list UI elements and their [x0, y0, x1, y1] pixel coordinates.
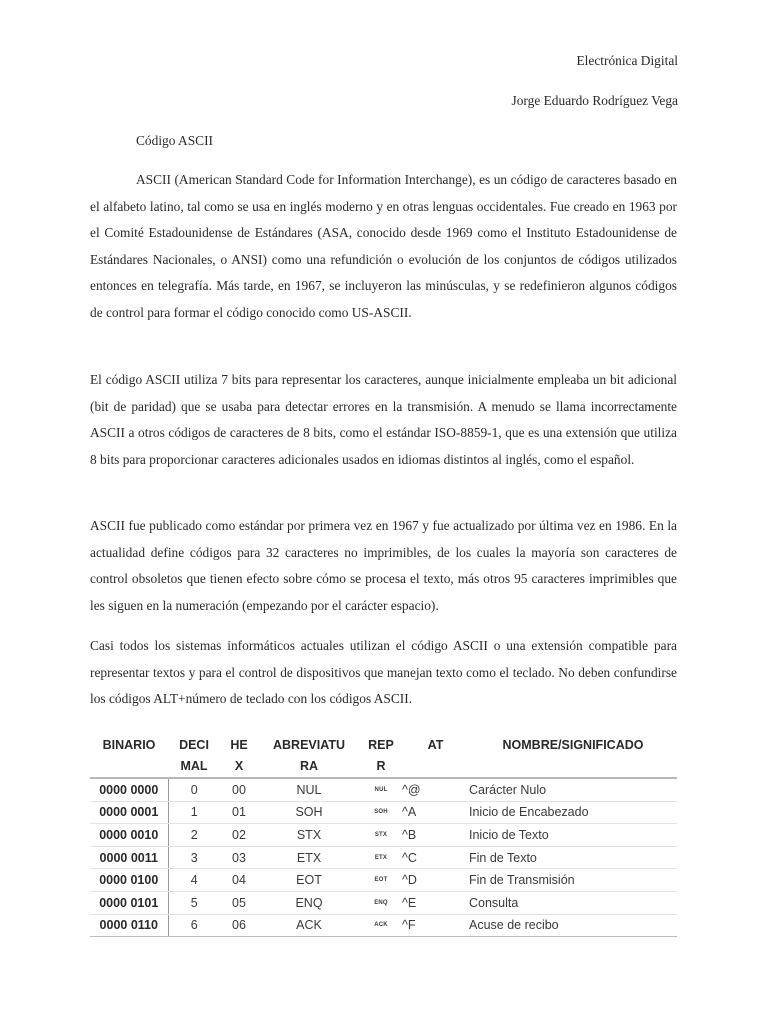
header-course: Electrónica Digital	[576, 53, 678, 68]
cell-nombre: Fin de Transmisión	[469, 869, 677, 892]
cell-binario: 0000 0011	[90, 846, 168, 869]
cell-nombre: Acuse de recibo	[469, 914, 677, 937]
cell-decimal: 2	[168, 824, 220, 847]
col-header-at: AT	[427, 738, 444, 752]
cell-repr: NUL	[360, 778, 402, 801]
table-header-row	[90, 735, 677, 778]
cell-at: ^@	[402, 778, 469, 801]
cell-nombre: Inicio de Encabezado	[469, 801, 677, 824]
table-row	[90, 869, 677, 892]
col-header-hex: HE X	[230, 738, 248, 773]
cell-at: ^B	[402, 824, 469, 847]
cell-nombre: Inicio de Texto	[469, 824, 677, 847]
table-row	[90, 914, 677, 937]
cell-at: ^F	[402, 914, 469, 937]
cell-binario: 0000 0001	[90, 801, 168, 824]
cell-decimal: 3	[168, 846, 220, 869]
cell-decimal: 4	[168, 869, 220, 892]
cell-at: ^C	[402, 846, 469, 869]
cell-abreviatura: ETX	[258, 846, 360, 869]
cell-nombre: Fin de Texto	[469, 846, 677, 869]
cell-repr: EOT	[360, 869, 402, 892]
cell-nombre: Consulta	[469, 891, 677, 914]
paragraph-history: ASCII fue publicado como estándar por primera vez en 1967 y fue actualizado por última vez en 1986. En la actualidad define códigos para 32 caracteres no imprimibles, de los cuales la mayoría son caracteres de control obsoletos que tienen efecto sobre cómo se procesa el texto, más otros 95 caracteres imprimibles que les siguen en la numeración (empezando por el carácter espacio).	[90, 518, 677, 613]
table-row	[90, 891, 677, 914]
col-header-nombre: NOMBRE/SIGNIFICADO	[502, 738, 644, 752]
cell-abreviatura: SOH	[258, 801, 360, 824]
cell-binario: 0000 0000	[90, 778, 168, 801]
cell-at: ^D	[402, 869, 469, 892]
paragraph-usage: Casi todos los sistemas informáticos actuales utilizan el código ASCII o una extensión compatible para representar textos y para el control de dispositivos que manejan texto como el teclado. No deben confundirse los códigos ALT+número de teclado con los códigos ASCII.	[90, 638, 677, 707]
ascii-table	[90, 735, 677, 937]
cell-repr: ETX	[360, 846, 402, 869]
paragraph-bits: El código ASCII utiliza 7 bits para representar los caracteres, aunque inicialmente empleaba un bit adicional (bit de paridad) que se usaba para detectar errores en la transmisión. A menudo se llama incorrectamente ASCII a otros códigos de caracteres de 8 bits, como el estándar ISO-8859-1, que es una extensión que utiliza 8 bits para proporcionar caracteres adicionales usados en idiomas distintos al inglés, como el español.	[90, 372, 677, 467]
cell-decimal: 6	[168, 914, 220, 937]
cell-binario: 0000 0101	[90, 891, 168, 914]
cell-hex: 04	[220, 869, 258, 892]
cell-abreviatura: ENQ	[258, 891, 360, 914]
cell-repr: ACK	[360, 914, 402, 937]
cell-repr: ENQ	[360, 891, 402, 914]
header-author: Jorge Eduardo Rodríguez Vega	[511, 93, 678, 108]
paragraph-intro: ASCII (American Standard Code for Information Interchange), es un código de caracteres basado en el alfabeto latino, tal como se usa en inglés moderno y en otras lenguas occidentales. Fue creado en 1963 por el Comité Estadounidense de Estándares (ASA, conocido desde 1969 como el Instituto Estadounidense de Estándares Nacionales, o ANSI) como una refundición o evolución de los conjuntos de códigos utilizados entonces en telegrafía. Más tarde, en 1967, se incluyeron las minúsculas, y se redefinieron algunos códigos de control para formar el código conocido como US-ASCII.	[90, 172, 677, 320]
col-header-binario: BINARIO	[102, 738, 156, 752]
table-row	[90, 824, 677, 847]
col-header-abreviatura: ABREVIATU RA	[273, 738, 345, 773]
cell-abreviatura: NUL	[258, 778, 360, 801]
cell-hex: 03	[220, 846, 258, 869]
cell-hex: 00	[220, 778, 258, 801]
cell-binario: 0000 0110	[90, 914, 168, 937]
table-row	[90, 778, 677, 801]
col-header-repr: REP R	[368, 738, 394, 773]
cell-abreviatura: EOT	[258, 869, 360, 892]
cell-decimal: 5	[168, 891, 220, 914]
cell-at: ^E	[402, 891, 469, 914]
col-header-decimal: DECI MAL	[179, 738, 209, 773]
cell-hex: 01	[220, 801, 258, 824]
cell-nombre: Carácter Nulo	[469, 778, 677, 801]
cell-decimal: 1	[168, 801, 220, 824]
cell-repr: STX	[360, 824, 402, 847]
cell-at: ^A	[402, 801, 469, 824]
cell-hex: 05	[220, 891, 258, 914]
cell-repr: SOH	[360, 801, 402, 824]
cell-hex: 02	[220, 824, 258, 847]
cell-binario: 0000 0010	[90, 824, 168, 847]
cell-decimal: 0	[168, 778, 220, 801]
table-row	[90, 801, 677, 824]
cell-binario: 0000 0100	[90, 869, 168, 892]
cell-hex: 06	[220, 914, 258, 937]
cell-abreviatura: ACK	[258, 914, 360, 937]
section-title: Código ASCII	[136, 133, 214, 148]
cell-abreviatura: STX	[258, 824, 360, 847]
table-row	[90, 846, 677, 869]
